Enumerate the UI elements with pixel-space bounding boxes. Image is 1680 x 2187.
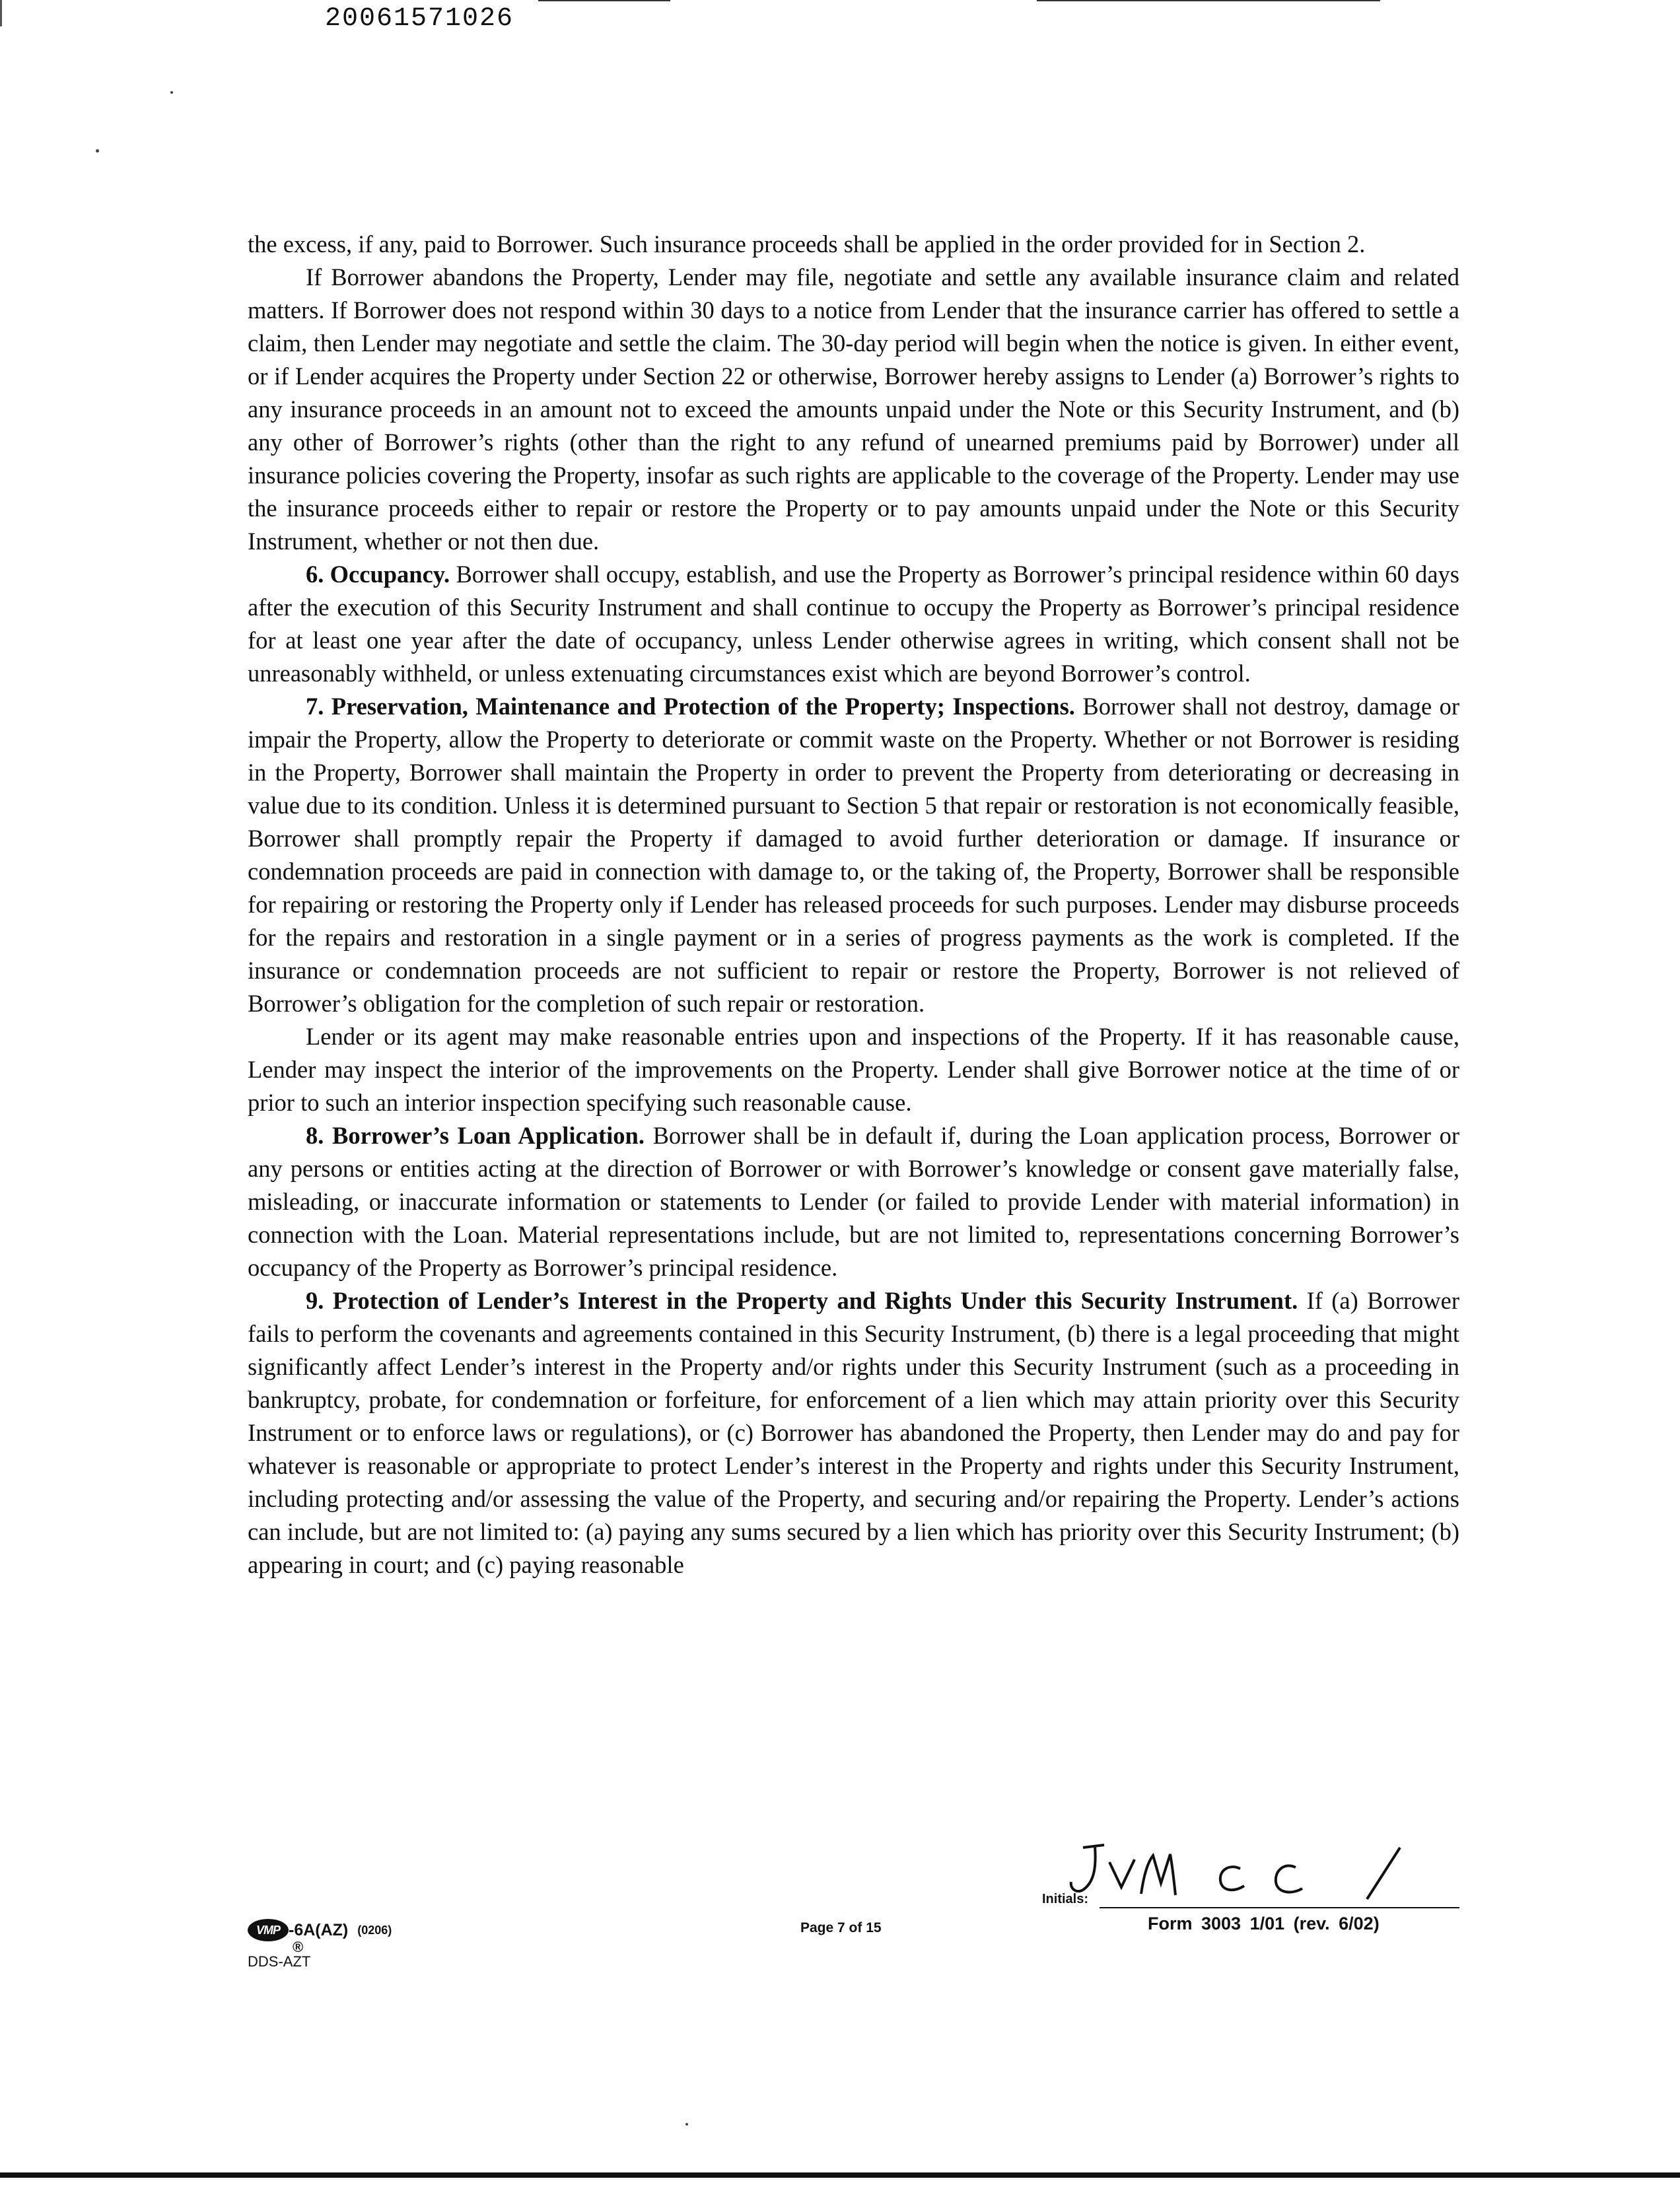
- vmp-logo-icon: VMP: [248, 1919, 289, 1941]
- top-rule-left: [538, 0, 670, 1]
- section-6-text: Borrower shall occupy, establish, and use the Property as Borrower’s principal residence within 60 days after the execution of this Security Instrument and shall continue to occupy the Property as Borrower’s principal residence for at least one year after the date of occupancy, unless Lender otherwise agrees in writing, which consent shall not be unreasonably withheld, or unless extenuating circumstances exist which are beyond Borrower’s control.: [248, 561, 1459, 687]
- page-number: Page 7 of 15: [800, 1920, 882, 1935]
- document-body: [248, 228, 1459, 1581]
- section-6-paragraph: [248, 558, 1459, 690]
- scan-speck: [96, 149, 99, 153]
- scan-speck: [170, 91, 173, 94]
- scan-bottom-edge: [0, 2172, 1680, 2178]
- section-9-heading: 9. Protection of Lender’s Interest in the Property and Rights Under this Security Instrument.: [306, 1287, 1298, 1314]
- registered-mark: ®: [293, 1939, 304, 1955]
- form-number: Form 3003 1/01 (rev. 6/02): [1148, 1914, 1380, 1933]
- section-9-paragraph: [248, 1284, 1459, 1581]
- form-code: -6A(AZ): [289, 1920, 349, 1939]
- initials-signature: [1057, 1836, 1426, 1908]
- top-rule-right: [1037, 0, 1380, 1]
- section-8-heading: 8. Borrower’s Loan Application.: [306, 1122, 645, 1149]
- document-number: 20061571026: [324, 4, 514, 34]
- form-logo: [248, 1919, 392, 1955]
- continuation-paragraph: the excess, if any, paid to Borrower. Such insurance proceeds shall be applied in the order provided for in Section 2.: [248, 230, 1366, 258]
- section-8-text: Borrower shall be in default if, during the Loan application process, Borrower or any persons or entities acting at the direction of Borrower or with Borrower’s knowledge or consent gave materially false, misleading, or inaccurate information or statements to Lender (or failed to provide Lender with material information) in connection with the Loan. Material representations include, but are not limited to, representations concerning Borrower’s occupancy of the Property as Borrower’s principal residence.: [248, 1122, 1459, 1281]
- section-9-text: If (a) Borrower fails to perform the covenants and agreements contained in this Security Instrument, (b) there is a legal proceeding that might significantly affect Lender’s interest in the Property and/or rights under this Security Instrument (such as a proceeding in bankruptcy, probate, for condemnation or forfeiture, for enforcement of a lien which may attain priority over this Security Instrument or to enforce laws or regulations), or (c) Borrower has abandoned the Property, then Lender may do and pay for whatever is reasonable or appropriate to protect Lender’s interest in the Property and rights under this Security Instrument, including protecting and/or assessing the value of the Property, and securing and/or repairing the Property. Lender’s actions can include, but are not limited to: (a) paying any sums secured by a lien which has priority over this Security Instrument; (b) appearing in court; and (c) paying reasonable: [248, 1287, 1460, 1578]
- section-6-heading: 6. Occupancy.: [306, 561, 450, 588]
- initials-line: [1100, 1907, 1459, 1908]
- scan-speck: [685, 2123, 688, 2126]
- section-7-heading: 7. Preservation, Maintenance and Protection of the Property; Inspections.: [306, 693, 1075, 720]
- section-7-inspection-paragraph: Lender or its agent may make reasonable entries upon and inspections of the Property. If it has reasonable cause, Lender may inspect the interior of the improvements on the Property. Lender shall give Borrower notice at the time of or prior to such an interior inspection specifying such reasonable cause.: [248, 1023, 1459, 1116]
- section-7-text: Borrower shall not destroy, damage or impair the Property, allow the Property to deteriorate or commit waste on the Property. Whether or not Borrower is residing in the Property, Borrower shall maintain the Property in order to prevent the Property from deteriorating or decreasing in value due to its condition. Unless it is determined pursuant to Section 5 that repair or restoration is not economically feasible, Borrower shall promptly repair the Property if damaged to avoid further deterioration or damage. If insurance or condemnation proceeds are paid in connection with damage to, or the taking of, the Property, Borrower shall be responsible for repairing or restoring the Property only if Lender has released proceeds for such purposes. Lender may disburse proceeds for the repairs and restoration in a single payment or in a series of progress payments as the work is completed. If the insurance or condemnation proceeds are not sufficient to repair or restore the Property, Borrower is not relieved of Borrower’s obligation for the completion of such repair or restoration.: [248, 693, 1459, 1017]
- dds-code: DDS-AZT: [248, 1953, 311, 1970]
- abandonment-paragraph: If Borrower abandons the Property, Lender may file, negotiate and settle any available insurance claim and related matters. If Borrower does not respond within 30 days to a notice from Lender that the insurance carrier has offered to settle a claim, then Lender may negotiate and settle the claim. The 30-day period will begin when the notice is given. In either event, or if Lender acquires the Property under Section 22 or otherwise, Borrower hereby assigns to Lender (a) Borrower’s rights to any insurance proceeds in an amount not to exceed the amounts unpaid under the Note or this Security Instrument, and (b) any other of Borrower’s rights (other than the right to any refund of unearned premiums paid by Borrower) under all insurance policies covering the Property, insofar as such rights are applicable to the coverage of the Property. Lender may use the insurance proceeds either to repair or restore the Property or to pay amounts unpaid under the Note or this Security Instrument, whether or not then due.: [248, 263, 1459, 555]
- form-code-date: (0206): [357, 1923, 392, 1937]
- initials-label: Initials:: [1042, 1892, 1089, 1906]
- section-7-paragraph: [248, 690, 1459, 1020]
- section-8-paragraph: [248, 1119, 1459, 1284]
